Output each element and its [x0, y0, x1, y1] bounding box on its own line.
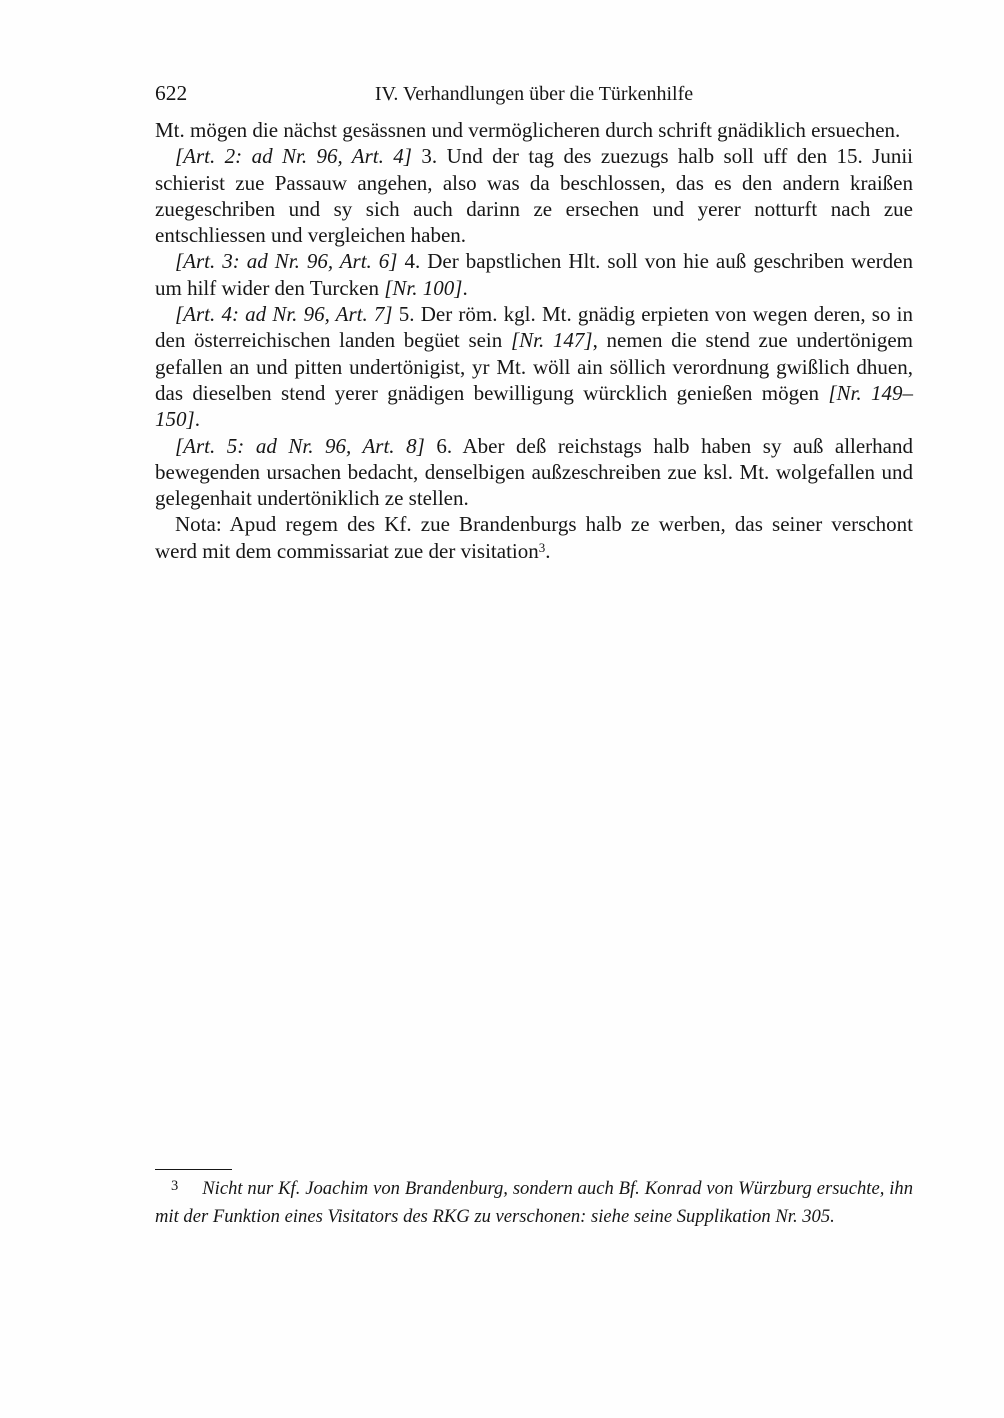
text-segment: . — [194, 407, 200, 432]
text-segment: [Nr. 149–150] — [155, 380, 913, 432]
paragraph-art-4 — [155, 301, 913, 432]
text-segment: 6. Aber deß reichstags halb haben sy auß allerhand bewegenden ursachen bedacht, denselbigen außzeschreiben zue ksl. Mt. wolgefallen und gelegenhait undertöniklich ze stellen. — [155, 433, 913, 511]
text-segment: . — [545, 538, 551, 563]
text-segment: , nemen die stend zue undertönigem gefallen an und pitten undertönigist, yr Mt. wöll ain söllich verordnung gwißlich dhuen, das dieselben stend yerer gnädigen bewilligung würcklich genießen mögen — [155, 328, 913, 405]
running-title: IV. Verhandlungen über die Türkenhilfe — [374, 83, 694, 105]
text-segment: [Art. 2: ad Nr. 96, Art. 4] — [175, 144, 412, 169]
text-segment: 4. Der bapstlichen Hlt. soll von hie auß geschriben werden um hilf wider den Turcken — [155, 249, 913, 300]
footnote-marker: 3 — [171, 1177, 179, 1194]
page-number: 622 — [155, 81, 188, 105]
text-segment: 5. Der röm. kgl. Mt. gnädig erpieten von wegen deren, so in den österreichischen landen begüet sein — [155, 302, 913, 353]
text-block — [155, 117, 913, 567]
text-segment: Nicht nur Kf. Joachim von Brandenburg, sondern auch Bf. Konrad von Würzburg ersuchte, ihn mit der Funktion eines Visitators des RKG zu verschonen: siehe seine Supplikation Nr. 305. — [155, 1178, 913, 1227]
page-header — [155, 82, 913, 106]
text-segment: [Art. 3: ad Nr. 96, Art. 6] — [175, 249, 398, 274]
text-segment: . — [462, 275, 468, 300]
paragraph-art-5 — [155, 433, 913, 512]
text-segment: Nota: Apud regem des Kf. zue Brandenburgs halb ze werben, das seiner verschont werd mit dem commissariat zue der visitation — [155, 512, 913, 563]
paragraph-art-3 — [155, 248, 913, 301]
text-segment: [Art. 4: ad Nr. 96, Art. 7] — [175, 302, 393, 327]
paragraph-nota — [155, 511, 913, 567]
text-segment: 3 — [538, 539, 546, 555]
paragraph-continuation — [155, 117, 913, 143]
footnote-text — [155, 1178, 913, 1227]
footnote — [155, 1176, 913, 1229]
text-segment: [Art. 5: ad Nr. 96, Art. 8] — [175, 433, 425, 458]
text-segment: Mt. mögen die nächst gesässnen und vermöglicheren durch schrift gnädiklich ersuechen. — [155, 118, 901, 142]
paragraph-art-2 — [155, 143, 913, 248]
text-segment: [Nr. 147] — [510, 328, 593, 353]
text-segment: [Nr. 100] — [384, 275, 463, 300]
footnote-area — [155, 1169, 913, 1229]
text-segment: 3. Und der tag des zuezugs halb soll uff den 15. Junii schierist zue Passauw angehen, also was da beschlossen, das es den andern kraißen zuegeschriben und sy sich auch darinn ze ersechen und yerer notturft nach zue entschliessen und vergleichen haben. — [155, 144, 914, 248]
footnote-separator-rule — [155, 1169, 232, 1170]
